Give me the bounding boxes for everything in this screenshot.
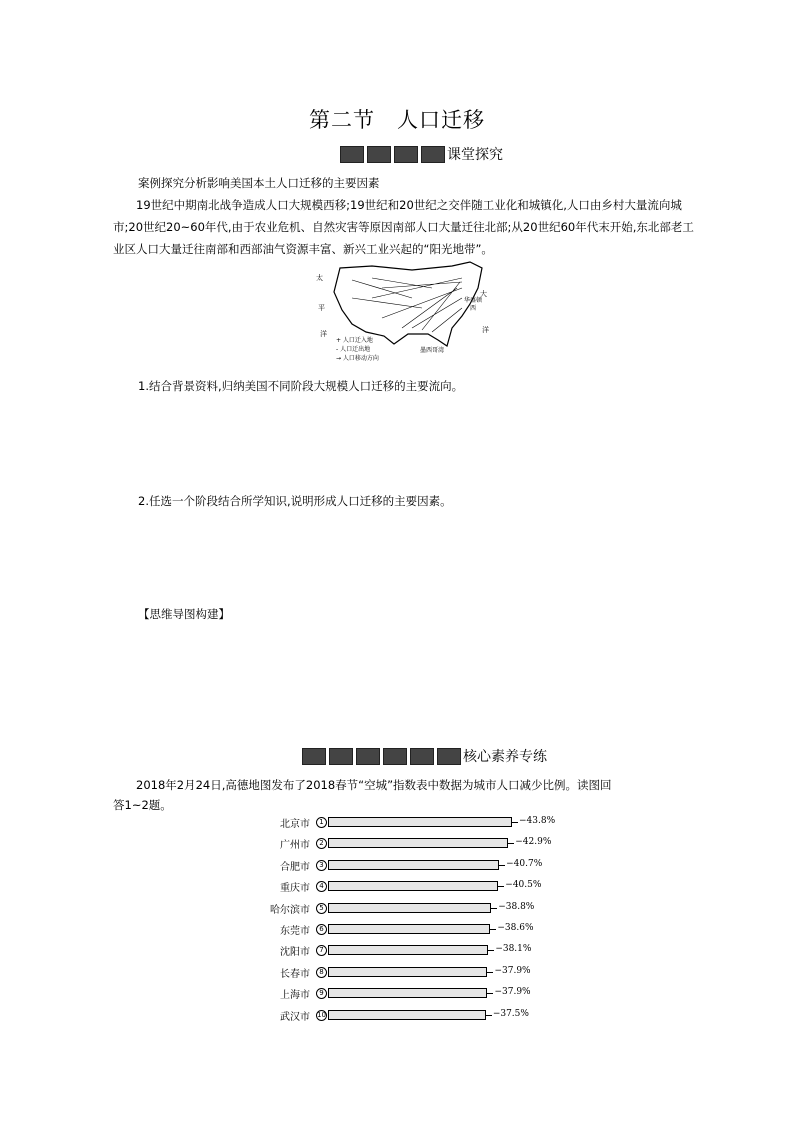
map-label-gulf: 墨西哥湾 (420, 347, 445, 354)
bar-rank-marker: 9 (316, 988, 327, 999)
legend-item-out: - 人口迁出地 (336, 346, 371, 353)
bar-value-label: −38.8% (498, 901, 535, 912)
bar-rank-marker: 6 (316, 924, 327, 935)
map-label-pacific-1: 太 (316, 274, 323, 282)
map-label-washington-2: 西 (470, 305, 477, 312)
bar-rank-marker: 4 (316, 881, 327, 892)
mindmap-heading: 【思维导图构建】 (138, 607, 230, 621)
bar (328, 945, 488, 955)
bar-value-label: −37.9% (494, 965, 531, 976)
bar-rank-marker: 2 (316, 838, 327, 849)
empty-city-bar-chart (250, 812, 580, 1024)
bar (328, 988, 487, 998)
bar (328, 881, 498, 891)
bar-rank-marker: 8 (316, 967, 327, 978)
bar-category-label: 重庆市 (280, 883, 310, 895)
bar-category-label: 哈尔滨市 (270, 904, 310, 916)
section-label: 课堂探究 (447, 147, 503, 163)
bar-leader-line (499, 865, 505, 866)
bar-leader-line (487, 993, 493, 994)
bar-leader-line (498, 886, 504, 887)
bar-rank-marker: 3 (316, 860, 327, 871)
bar-category-label: 长春市 (280, 968, 310, 980)
intro-line-1: 2018年2月24日,高德地图发布了2018春节“空城”指数表中数据为城市人口减少比例。读图回 (136, 778, 612, 792)
bar-category-label: 武汉市 (280, 1011, 310, 1023)
bar-value-label: −38.1% (495, 944, 532, 955)
question-1: 1.结合背景资料,归纳美国不同阶段大规模人口迁移的主要流向。 (138, 379, 464, 393)
bar (328, 1010, 486, 1020)
section-label: 核心素养专练 (463, 749, 547, 765)
section-header-core (302, 746, 547, 766)
bar-value-label: −37.5% (492, 1008, 529, 1019)
bar-category-label: 上海市 (280, 990, 310, 1002)
case-title: 案例探究分析影响美国本土人口迁移的主要因素 (138, 176, 380, 190)
us-migration-map (312, 258, 492, 364)
bar (328, 817, 512, 827)
bar-category-label: 沈阳市 (280, 947, 310, 959)
bar (328, 967, 487, 977)
bar-value-label: −42.9% (515, 837, 552, 848)
bar-leader-line (488, 950, 494, 951)
legend-item-direction: → 人口移动方向 (336, 355, 379, 362)
bar-value-label: −40.5% (505, 880, 542, 891)
section-decoration (340, 146, 445, 163)
bar (328, 903, 491, 913)
bar (328, 860, 499, 870)
case-paragraph: 19世纪中期南北战争造成人口大规模西移;19世纪和20世纪之交伴随工业化和城镇化,人口由乡村大量流向城市;20世纪20~60年代,由于农业危机、自然灾害等原因南部人口大量迁往北部;从20世纪60年代末开始,东北部老工业区人口大量迁往南部和西部油气资源丰富、新兴工业兴起的“阳光地带”。 (113, 198, 694, 256)
map-figure (312, 258, 492, 364)
bar-category-label: 北京市 (280, 819, 310, 830)
bar-leader-line (512, 822, 518, 823)
bar-value-label: −43.8% (519, 816, 556, 826)
legend-item-in: + 人口迁入地 (336, 337, 373, 344)
bar-leader-line (508, 843, 514, 844)
bar (328, 924, 490, 934)
bar-value-label: −37.9% (494, 987, 531, 998)
bar-category-label: 东莞市 (280, 926, 310, 937)
intro-line-2: 答1~2题。 (113, 798, 172, 812)
page-title: 第二节 人口迁移 (309, 108, 485, 132)
bar-leader-line (486, 1015, 492, 1016)
bar-rank-marker: 5 (316, 903, 327, 914)
bar-category-label: 广州市 (280, 840, 310, 852)
map-label-washington: 华盛顿 (464, 297, 483, 304)
bar-rank-marker: 10 (317, 1010, 326, 1019)
map-label-atlantic-2: 洋 (482, 326, 489, 334)
bar-rank-marker: 7 (316, 945, 327, 956)
bar (328, 838, 508, 848)
bar-value-label: −38.6% (497, 923, 534, 933)
map-label-atlantic-1: 大 (480, 290, 487, 298)
bar-leader-line (487, 972, 493, 973)
bar-leader-line (490, 929, 496, 930)
section-decoration (302, 748, 461, 765)
bar-value-label: −40.7% (506, 858, 543, 869)
bar-category-label: 合肥市 (280, 861, 310, 873)
section-header-classroom (340, 144, 503, 164)
bar-leader-line (491, 908, 497, 909)
question-2: 2.任选一个阶段结合所学知识,说明形成人口迁移的主要因素。 (138, 494, 452, 508)
map-label-pacific-2: 平 (318, 304, 325, 312)
bar-rank-marker: 1 (316, 817, 327, 828)
map-label-pacific-3: 洋 (320, 330, 327, 338)
